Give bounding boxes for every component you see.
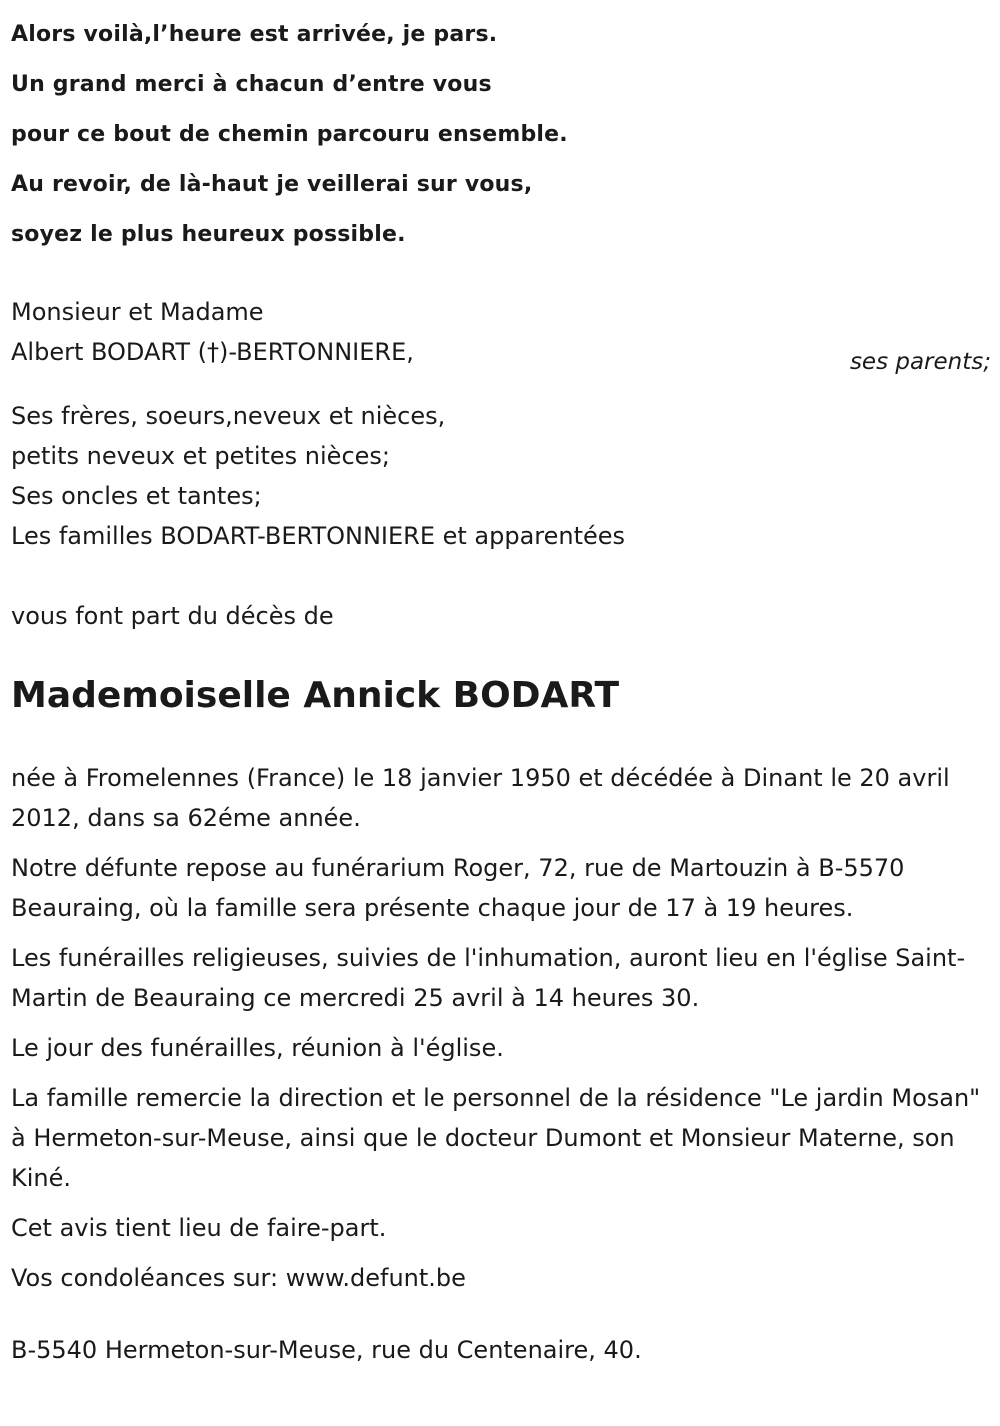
parents-role: ses parents;	[849, 349, 991, 375]
funerarium-paragraph: Notre défunte repose au funérarium Roger, 72, rue de Martouzin à B-5570 Beauraing, où la famille sera présente chaque jour de 17 à 19 heures.	[11, 854, 905, 922]
condolences-paragraph: Vos condoléances sur: www.defunt.be	[11, 1264, 466, 1292]
poem-line: Au revoir, de là-haut je veillerai sur vous,	[11, 172, 533, 197]
parents-title: Monsieur et Madame	[11, 298, 264, 326]
announcement-text: vous font part du décès de	[11, 602, 334, 630]
farewell-poem	[11, 10, 991, 260]
notice-paragraph: Cet avis tient lieu de faire-part.	[11, 1214, 387, 1242]
thanks-paragraph: La famille remercie la direction et le personnel de la résidence "Le jardin Mosan" à Hermeton-sur-Meuse, ainsi que le docteur Dumont et Monsieur Materne, son Kiné.	[11, 1084, 981, 1192]
relatives-line: Ses frères, soeurs,neveux et nièces,	[11, 402, 446, 430]
funeral-paragraph: Les funérailles religieuses, suivies de l'inhumation, auront lieu en l'église Saint-Martin de Beauraing ce mercredi 25 avril à 14 heures 30.	[11, 944, 966, 1012]
poem-line: Un grand merci à chacun d’entre vous	[11, 72, 492, 97]
family-address: B-5540 Hermeton-sur-Meuse, rue du Centenaire, 40.	[11, 1336, 642, 1364]
relatives-line: petits neveux et petites nièces;	[11, 442, 390, 470]
parents-names: Albert BODART (†)-BERTONNIERE,	[11, 338, 414, 366]
deceased-name: Mademoiselle Annick BODART	[11, 675, 620, 716]
relatives-list	[11, 396, 991, 556]
relatives-line: Les familles BODART-BERTONNIERE et apparentées	[11, 522, 626, 550]
gathering-paragraph: Le jour des funérailles, réunion à l'église.	[11, 1034, 504, 1062]
poem-line: soyez le plus heureux possible.	[11, 222, 406, 247]
details-section	[11, 758, 991, 1298]
poem-line: pour ce bout de chemin parcouru ensemble.	[11, 122, 568, 147]
obituary-notice	[11, 0, 991, 1370]
parents-block	[11, 292, 991, 375]
poem-line: Alors voilà,l’heure est arrivée, je pars.	[11, 22, 498, 47]
birth-death-paragraph: née à Fromelennes (France) le 18 janvier 1950 et décédée à Dinant le 20 avril 2012, dans sa 62éme année.	[11, 764, 950, 832]
relatives-line: Ses oncles et tantes;	[11, 482, 262, 510]
